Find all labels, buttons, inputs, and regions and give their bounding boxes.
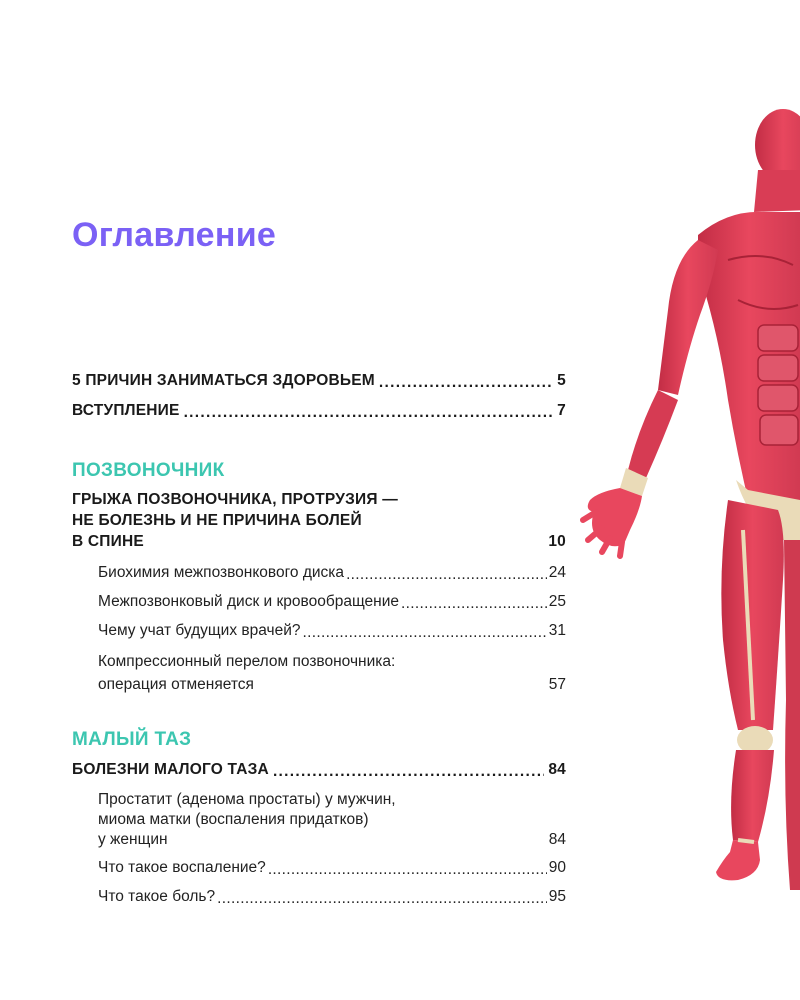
leader-dots	[273, 764, 544, 780]
item-page: 57	[548, 676, 566, 693]
toc-entry-pelvic-diseases[interactable]	[72, 761, 566, 779]
item-label-line: миома матки (воспаления придатков)	[98, 811, 369, 828]
entry-label: ВСТУПЛЕНИЕ	[72, 402, 180, 419]
toc-item-fracture[interactable]	[98, 650, 566, 696]
entry-page: 84	[548, 761, 566, 778]
entry-page: 7	[557, 402, 566, 419]
entry-label-line: В СПИНЕ	[72, 533, 144, 550]
entry-page: 10	[548, 533, 566, 550]
item-label-line: Простатит (аденома простаты) у мужчин,	[98, 791, 396, 808]
leader-dots	[346, 567, 547, 583]
item-label-line: операция отменяется	[98, 676, 254, 693]
item-label: Что такое боль?	[98, 888, 216, 905]
item-label-line: у женщин	[98, 831, 168, 848]
toc-entry-5-reasons[interactable]	[72, 372, 566, 390]
item-page: 25	[548, 593, 566, 610]
toc-entry-hernia[interactable]	[72, 489, 566, 552]
toc-item-inflammation[interactable]	[98, 859, 566, 877]
leader-dots	[268, 862, 547, 878]
toc-item-pain[interactable]	[98, 888, 566, 906]
section-heading-spine: ПОЗВОНОЧНИК	[72, 460, 225, 481]
leader-dots	[303, 625, 547, 641]
entry-label: 5 ПРИЧИН ЗАНИМАТЬСЯ ЗДОРОВЬЕМ	[72, 372, 375, 389]
item-label: Биохимия межпозвонкового диска	[98, 564, 345, 581]
toc-item-biochemistry[interactable]	[98, 564, 566, 582]
item-page: 84	[548, 831, 566, 848]
item-label-line: Компрессионный перелом позвоночника:	[98, 653, 396, 670]
entry-label: БОЛЕЗНИ МАЛОГО ТАЗА	[72, 761, 269, 778]
toc-item-doctors[interactable]	[98, 622, 566, 640]
entry-label-line: НЕ БОЛЕЗНЬ И НЕ ПРИЧИНА БОЛЕЙ	[72, 512, 362, 529]
leader-dots	[217, 891, 547, 907]
item-page: 90	[548, 859, 566, 876]
entry-page: 5	[557, 372, 566, 389]
page-title: Оглавление	[72, 216, 277, 254]
entry-label-line: ГРЫЖА ПОЗВОНОЧНИКА, ПРОТРУЗИЯ —	[72, 491, 398, 508]
leader-dots	[379, 375, 553, 391]
leader-dots	[184, 405, 554, 421]
section-heading-pelvis: МАЛЫЙ ТАЗ	[72, 729, 192, 750]
item-label: Чему учат будущих врачей?	[98, 622, 301, 639]
toc-item-circulation[interactable]	[98, 593, 566, 611]
toc-item-prostatitis[interactable]	[98, 790, 566, 850]
leader-dots	[401, 596, 547, 612]
item-page: 24	[548, 564, 566, 581]
item-label: Что такое воспаление?	[98, 859, 266, 876]
item-label: Межпозвонковый диск и кровообращение	[98, 593, 399, 610]
muscular-anatomy-figure-icon	[578, 100, 800, 890]
item-page: 95	[548, 888, 566, 905]
toc-entry-intro[interactable]	[72, 402, 566, 420]
item-page: 31	[548, 622, 566, 639]
